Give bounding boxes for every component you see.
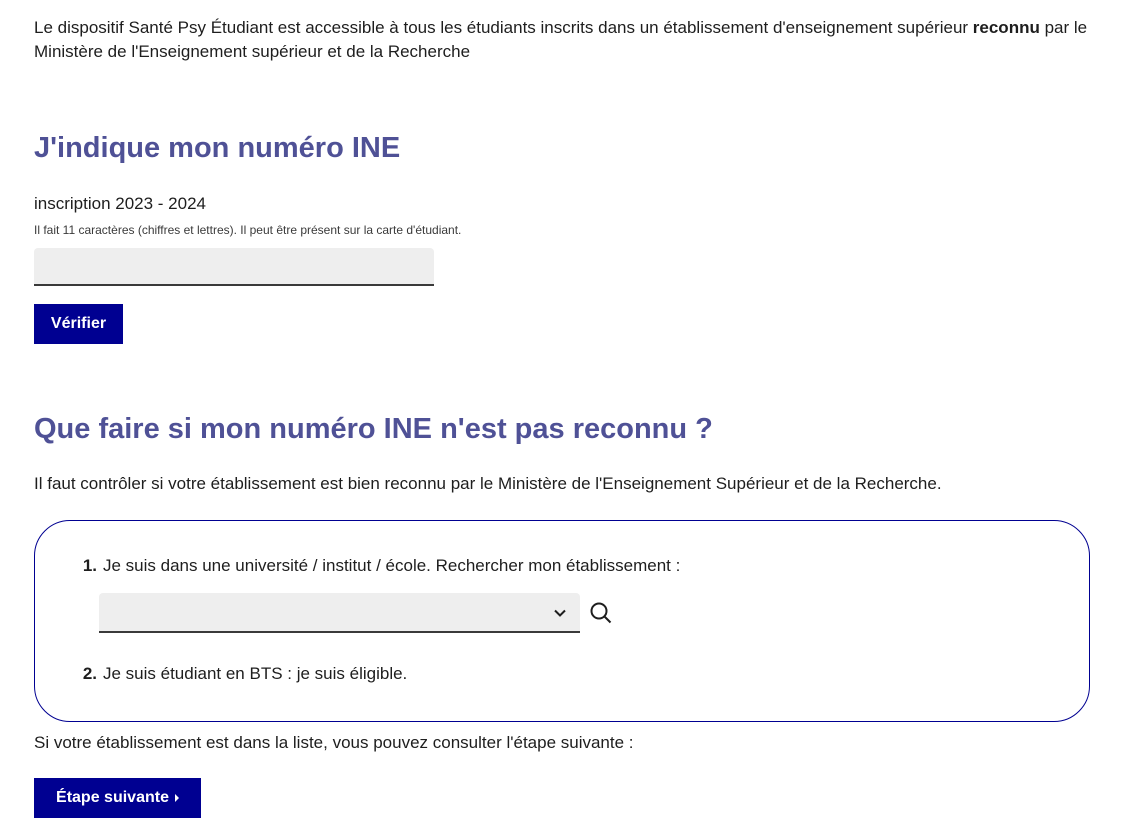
faq-text: Il faut contrôler si votre établissement est bien reconnu par le Ministère de l'Enseignement Supérieur et de la Recherche. (34, 474, 942, 493)
ine-input[interactable] (34, 248, 434, 286)
option-number: 2. (82, 664, 97, 683)
next-step-button-label: Étape suivante (56, 789, 169, 806)
search-icon[interactable] (589, 601, 613, 625)
ine-section-title: J'indique mon numéro INE (34, 132, 401, 164)
intro-text-after: par le Ministère de l'Enseignement supérieur et de la Recherche (34, 18, 1088, 61)
intro-text-before: Le dispositif Santé Psy Étudiant est accessible à tous les étudiants inscrits dans un établissement d'enseignement supérieur (34, 18, 973, 37)
next-step-text: Si votre établissement est dans la liste, vous pouvez consulter l'étape suivante : (34, 733, 634, 752)
option-number: 1. (82, 556, 97, 575)
ine-label: inscription 2023 - 2024 (34, 194, 207, 213)
option-label: Je suis étudiant en BTS : je suis éligible. (103, 664, 408, 683)
verify-button[interactable]: Vérifier (34, 304, 123, 344)
intro-text-bold: reconnu (972, 18, 1040, 37)
chevron-down-icon (552, 605, 568, 621)
next-step-button[interactable] (34, 778, 201, 818)
option-label: Je suis dans une université / institut / école. Rechercher mon établissement : (103, 556, 681, 575)
caret-right-icon (175, 794, 179, 802)
faq-section-title: Que faire si mon numéro INE n'est pas reconnu ? (34, 413, 713, 445)
option-item-university (75, 556, 680, 576)
options-box (34, 520, 1090, 722)
option-item-bts (75, 664, 407, 684)
ine-hint: Il fait 11 caractères (chiffres et lettres). Il peut être présent sur la carte d'étudiant. (34, 223, 462, 237)
intro-text (34, 16, 1094, 64)
establishment-select[interactable] (99, 593, 580, 633)
